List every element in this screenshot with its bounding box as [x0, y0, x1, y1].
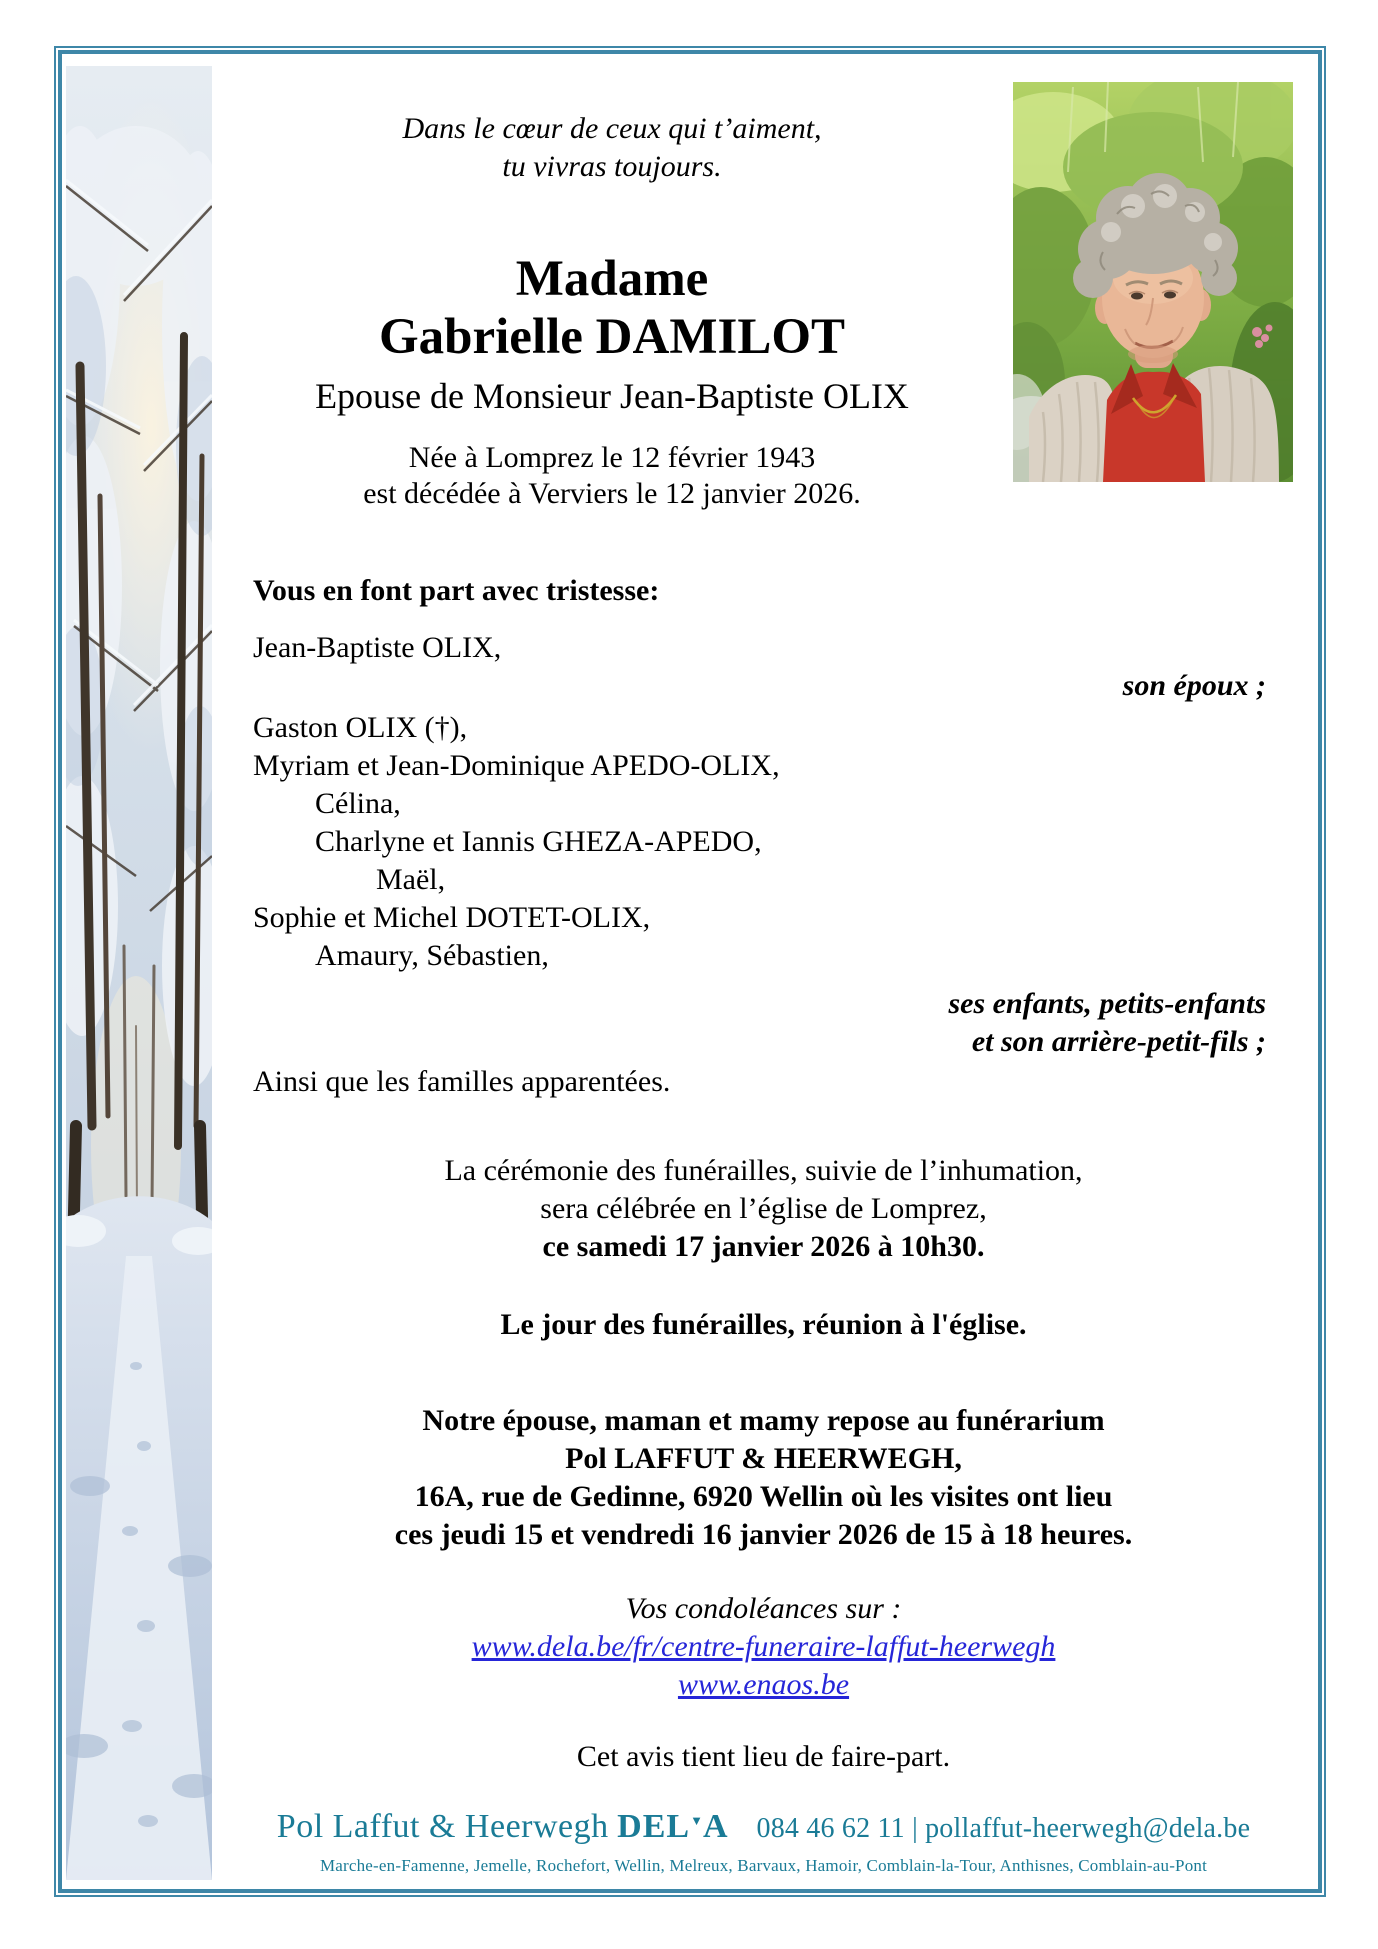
ceremony-line-1: La cérémonie des funérailles, suivie de l’inhumation, [444, 1154, 1083, 1187]
header-block [212, 110, 1012, 512]
notice-block [212, 1738, 1315, 1776]
family-member: Myriam et Jean-Dominique APEDO-OLIX, [253, 749, 780, 782]
reunion-block [212, 1306, 1315, 1344]
visitation-line-4: ces jeudi 15 et vendredi 16 janvier 2026 de 15 à 18 heures. [394, 1518, 1133, 1551]
portrait-photo [1013, 82, 1293, 482]
portrait-illustration [1013, 82, 1293, 482]
ceremony-block [212, 1152, 1315, 1266]
funeral-home-name: Pol Laffut & Heerwegh DEL▼A [276, 1808, 729, 1845]
condolences-link-enaos[interactable]: www.enaos.be [677, 1668, 850, 1701]
deceased-title: Madame [515, 251, 709, 307]
related-families-line: Ainsi que les familles apparentées. [253, 1065, 671, 1098]
family-member: Amaury, Sébastien, [315, 939, 549, 972]
notice-line: Cet avis tient lieu de faire-part. [576, 1740, 951, 1773]
visitation-line-2: Pol LAFFUT & HEERWEGH, [565, 1442, 962, 1475]
funeral-home-footer [212, 1806, 1315, 1877]
family-role-label-1: ses enfants, petits-enfants [948, 987, 1266, 1020]
memorial-quote-line-2: tu vivras toujours. [502, 150, 722, 183]
visitation-block [212, 1402, 1315, 1554]
reunion-line: Le jour des funérailles, réunion à l'église. [500, 1308, 1027, 1341]
family-role-label-2: et son arrière-petit-fils ; [971, 1025, 1266, 1058]
ceremony-line-2: sera célébrée en l’église de Lomprez, [540, 1192, 987, 1225]
spouse-line: Epouse de Monsieur Jean-Baptiste OLIX [315, 376, 909, 416]
birth-line: Née à Lomprez le 12 février 1943 [408, 441, 816, 474]
death-line: est décédée à Verviers le 12 janvier 2026. [363, 477, 861, 510]
condolences-block [212, 1590, 1315, 1704]
family-block [253, 572, 1266, 1101]
condolences-link-dela[interactable]: www.dela.be/fr/centre-funeraire-laffut-heerwegh [471, 1630, 1056, 1663]
family-member: Célina, [315, 787, 401, 820]
family-member: Charlyne et Iannis GHEZA-APEDO, [315, 825, 762, 858]
visitation-line-3: 16A, rue de Gedinne, 6920 Wellin où les visites ont lieu [414, 1480, 1113, 1513]
memorial-quote-line-1: Dans le cœur de ceux qui t’aiment, [402, 112, 822, 145]
ceremony-date-line: ce samedi 17 janvier 2026 à 10h30. [542, 1230, 985, 1263]
visitation-line-1: Notre épouse, maman et mamy repose au funérarium [422, 1404, 1105, 1437]
winter-forest-illustration [66, 66, 212, 1880]
footer-separator: | [912, 1813, 918, 1844]
footer-locations: Marche-en-Famenne, Jemelle, Rochefort, Wellin, Melreux, Barvaux, Hamoir, Comblain-la-Tour, Anthisnes, Comblain-au-Pont [319, 1856, 1208, 1875]
family-member-husband: Jean-Baptiste OLIX, [253, 631, 502, 664]
condolences-label: Vos condoléances sur : [625, 1592, 902, 1625]
husband-role-label: son époux ; [1122, 669, 1266, 702]
deceased-name: Gabrielle DAMILOT [378, 309, 846, 365]
footer-phone: 084 46 62 11 [756, 1813, 905, 1844]
family-member: Maël, [376, 863, 446, 896]
dela-logo-triangle-icon: ▼ [690, 1813, 703, 1828]
footer-contact [757, 1808, 1251, 1850]
footer-brand-line [212, 1806, 1315, 1850]
family-member: Gaston OLIX (†), [253, 711, 468, 744]
announcement-intro: Vous en font part avec tristesse: [253, 574, 660, 607]
dela-logo: DEL▼A [617, 1808, 729, 1845]
winter-forest-photo [66, 66, 212, 1880]
footer-email: pollaffut-heerwegh@dela.be [925, 1813, 1251, 1844]
family-member: Sophie et Michel DOTET-OLIX, [253, 901, 651, 934]
